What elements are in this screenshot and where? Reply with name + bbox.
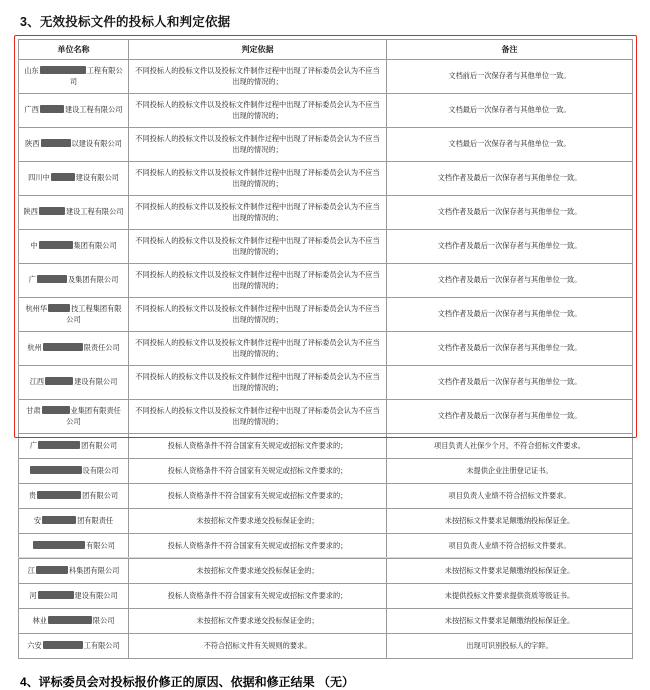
table-row <box>19 434 633 459</box>
invalid-bid-table <box>18 39 633 659</box>
redaction-bar <box>33 541 85 549</box>
cell-unit-name <box>19 298 129 332</box>
unit-name-suffix: 工程有限公司 <box>69 66 123 86</box>
cell-unit-name <box>19 60 129 94</box>
redaction-bar <box>39 241 73 249</box>
unit-name-prefix: 江西 <box>29 377 45 387</box>
cell-unit-name <box>19 434 129 459</box>
cell-unit-name <box>19 162 129 196</box>
unit-name-suffix: 建设有限公司 <box>74 590 118 600</box>
cell-reason: 不同投标人的投标文件以及投标文件制作过程中出现了评标委员会认为不应当出现的情况的； <box>129 400 387 434</box>
cell-reason: 投标人资格条件不符合国家有关规定或招标文件要求的； <box>129 584 387 609</box>
redaction-bar <box>38 441 80 449</box>
cell-reason: 不同投标人的投标文件以及投标文件制作过程中出现了评标委员会认为不应当出现的情况的； <box>129 264 387 298</box>
cell-note: 未提供企业注册登记证书。 <box>387 459 633 484</box>
unit-name-prefix: 陕西 <box>23 207 38 217</box>
redaction-bar <box>36 566 68 574</box>
table-row <box>19 60 633 94</box>
cell-reason: 不同投标人的投标文件以及投标文件制作过程中出现了评标委员会认为不应当出现的情况的； <box>129 332 387 366</box>
bottom-divider <box>18 557 632 558</box>
cell-reason: 不同投标人的投标文件以及投标文件制作过程中出现了评标委员会认为不应当出现的情况的； <box>129 162 387 196</box>
unit-name-prefix: 杭州 <box>27 343 42 353</box>
unit-name-suffix: 限公司 <box>92 615 115 625</box>
redaction-bar <box>43 343 83 351</box>
redaction-bar <box>48 304 70 312</box>
cell-reason: 不符合招标文件有关规则的要求。 <box>129 634 387 659</box>
cell-reason: 不同投标人的投标文件以及投标文件制作过程中出现了评标委员会认为不应当出现的情况的； <box>129 298 387 332</box>
redaction-bar <box>48 616 92 624</box>
table-row <box>19 400 633 434</box>
cell-note: 文档作者及最后一次保存者与其他单位一致。 <box>387 332 633 366</box>
unit-name-suffix: 团有限责任 <box>77 515 114 525</box>
unit-name-suffix: 限责任公司 <box>83 343 120 353</box>
cell-note: 文档作者及最后一次保存者与其他单位一致。 <box>387 230 633 264</box>
unit-name-suffix: 建设有限公司 <box>75 173 119 183</box>
table-row <box>19 609 633 634</box>
cell-unit-name <box>19 459 129 484</box>
redaction-bar <box>37 491 81 499</box>
cell-reason: 不同投标人的投标文件以及投标文件制作过程中出现了评标委员会认为不应当出现的情况的； <box>129 60 387 94</box>
unit-name-prefix: 江 <box>27 565 35 575</box>
invalid-bid-table-wrapper <box>18 39 632 659</box>
table-row <box>19 332 633 366</box>
unit-name-suffix: 建设有限公司 <box>74 377 118 387</box>
unit-name-prefix: 杭州华 <box>25 304 48 314</box>
cell-reason: 不同投标人的投标文件以及投标文件制作过程中出现了评标委员会认为不应当出现的情况的； <box>129 94 387 128</box>
cell-reason: 不同投标人的投标文件以及投标文件制作过程中出现了评标委员会认为不应当出现的情况的； <box>129 366 387 400</box>
cell-note: 文档作者及最后一次保存者与其他单位一致。 <box>387 366 633 400</box>
cell-reason: 投标人资格条件不符合国家有关规定或招标文件要求的； <box>129 484 387 509</box>
cell-note: 未提供投标文件要求提供资质等级证书。 <box>387 584 633 609</box>
column-header-reason: 判定依据 <box>129 40 387 60</box>
unit-name-prefix: 广 <box>28 275 36 285</box>
unit-name-suffix: 建设工程有限公司 <box>64 105 123 115</box>
cell-note: 文档作者及最后一次保存者与其他单位一致。 <box>387 298 633 332</box>
unit-name-suffix: 及集团有限公司 <box>67 275 119 285</box>
table-row <box>19 634 633 659</box>
cell-note: 未按招标文件要求足额缴纳投标保证金。 <box>387 509 633 534</box>
cell-note: 出现可识别投标人的字睟。 <box>387 634 633 659</box>
cell-note: 文档作者及最后一次保存者与其他单位一致。 <box>387 400 633 434</box>
column-header-note: 备注 <box>387 40 633 60</box>
redaction-bar <box>42 406 70 414</box>
cell-reason: 未按招标文件要求递交投标保证金的； <box>129 559 387 584</box>
unit-name-prefix: 山东 <box>24 66 39 76</box>
table-header-row <box>19 40 633 60</box>
table-row <box>19 298 633 332</box>
table-row <box>19 230 633 264</box>
table-row <box>19 484 633 509</box>
cell-reason: 未按招标文件要求递交投标保证金的； <box>129 509 387 534</box>
cell-unit-name <box>19 584 129 609</box>
cell-note: 未按招标文件要求足额缴纳投标保证金。 <box>387 609 633 634</box>
table-row <box>19 459 633 484</box>
section-4-title: 4、评标委员会对投标报价修正的原因、依据和修正结果 （无） <box>20 675 355 689</box>
cell-unit-name <box>19 230 129 264</box>
cell-note: 文档最后一次保存者与其他单位一致。 <box>387 128 633 162</box>
table-body <box>19 60 633 659</box>
page-title: 3、无效投标文件的投标人和判定依据 <box>20 15 231 29</box>
cell-unit-name <box>19 509 129 534</box>
unit-name-prefix: 安 <box>33 515 42 525</box>
cell-note: 文档最后一次保存者与其他单位一致。 <box>387 94 633 128</box>
redaction-bar <box>45 377 73 385</box>
unit-name-suffix: 有限公司 <box>86 540 115 550</box>
cell-note: 项目负责人业绩不符合招标文件要求。 <box>387 484 633 509</box>
unit-name-prefix: 甘肃 <box>26 406 41 416</box>
cell-note: 文档作者及最后一次保存者与其他单位一致。 <box>387 162 633 196</box>
cell-note: 项目负责人社保少个月，不符合招标文件要求。 <box>387 434 633 459</box>
cell-unit-name <box>19 332 129 366</box>
unit-name-suffix: 业集团有限责任公司 <box>66 406 121 426</box>
table-row <box>19 94 633 128</box>
unit-name-prefix: 广西 <box>24 105 39 115</box>
unit-name-prefix: 河 <box>29 590 37 600</box>
cell-unit-name <box>19 634 129 659</box>
cell-unit-name <box>19 484 129 509</box>
cell-unit-name <box>19 128 129 162</box>
cell-unit-name <box>19 534 129 559</box>
unit-name-prefix: 中 <box>30 241 38 251</box>
column-header-unit: 单位名称 <box>19 40 129 60</box>
unit-name-suffix: 团有限公司 <box>82 490 119 500</box>
cell-unit-name <box>19 609 129 634</box>
unit-name-prefix: 贵 <box>28 490 37 500</box>
table-row <box>19 584 633 609</box>
unit-name-suffix: 科集团有限公司 <box>68 565 120 575</box>
unit-name-prefix: 陕西 <box>25 139 40 149</box>
unit-name-suffix: 团有限公司 <box>81 440 118 450</box>
table-row <box>19 162 633 196</box>
unit-name-prefix: 广 <box>29 440 38 450</box>
unit-name-prefix: 六安 <box>27 640 42 650</box>
table-row <box>19 264 633 298</box>
cell-unit-name <box>19 400 129 434</box>
unit-name-suffix: 工有限公司 <box>83 640 120 650</box>
cell-note: 项目负责人业绩不符合招标文件要求。 <box>387 534 633 559</box>
cell-note: 文档前后一次保存者与其他单位一致。 <box>387 60 633 94</box>
unit-name-suffix: 以建设有限公司 <box>71 139 122 149</box>
cell-unit-name <box>19 196 129 230</box>
table-row <box>19 509 633 534</box>
cell-note: 文档作者及最后一次保存者与其他单位一致。 <box>387 196 633 230</box>
table-row <box>19 366 633 400</box>
redaction-bar <box>39 207 65 215</box>
redaction-bar <box>43 641 83 649</box>
cell-note: 未按招标文件要求足额缴纳投标保证金。 <box>387 559 633 584</box>
redaction-bar <box>41 139 71 147</box>
redaction-bar <box>38 591 74 599</box>
cell-reason: 不同投标人的投标文件以及投标文件制作过程中出现了评标委员会认为不应当出现的情况的； <box>129 230 387 264</box>
cell-reason: 投标人资格条件不符合国家有关规定或招标文件要求的； <box>129 434 387 459</box>
cell-reason: 投标人资格条件不符合国家有关规定或招标文件要求的； <box>129 534 387 559</box>
redaction-bar <box>40 66 86 74</box>
table-row <box>19 559 633 584</box>
redaction-bar <box>37 275 67 283</box>
unit-name-prefix: 四川中 <box>28 173 50 183</box>
unit-name-prefix: 林业 <box>32 615 47 625</box>
cell-reason: 不同投标人的投标文件以及投标文件制作过程中出现了评标委员会认为不应当出现的情况的； <box>129 196 387 230</box>
redaction-bar <box>30 466 82 474</box>
cell-unit-name <box>19 94 129 128</box>
unit-name-suffix: 技工程集团有限公司 <box>66 304 122 324</box>
cell-unit-name <box>19 264 129 298</box>
cell-reason: 未按招标文件要求递交投标保证金的； <box>129 609 387 634</box>
cell-reason: 投标人资格条件不符合国家有关规定或招标文件要求的； <box>129 459 387 484</box>
table-row <box>19 196 633 230</box>
table-row <box>19 534 633 559</box>
redaction-bar <box>40 105 64 113</box>
unit-name-suffix: 设有限公司 <box>82 465 119 475</box>
table-row <box>19 128 633 162</box>
cell-unit-name <box>19 559 129 584</box>
redaction-bar <box>42 516 76 524</box>
unit-name-suffix: 集团有限公司 <box>73 241 117 251</box>
unit-name-suffix: 建设工程有限公司 <box>65 207 124 217</box>
cell-note: 文档作者及最后一次保存者与其他单位一致。 <box>387 264 633 298</box>
cell-reason: 不同投标人的投标文件以及投标文件制作过程中出现了评标委员会认为不应当出现的情况的； <box>129 128 387 162</box>
cell-unit-name <box>19 366 129 400</box>
redaction-bar <box>51 173 75 181</box>
